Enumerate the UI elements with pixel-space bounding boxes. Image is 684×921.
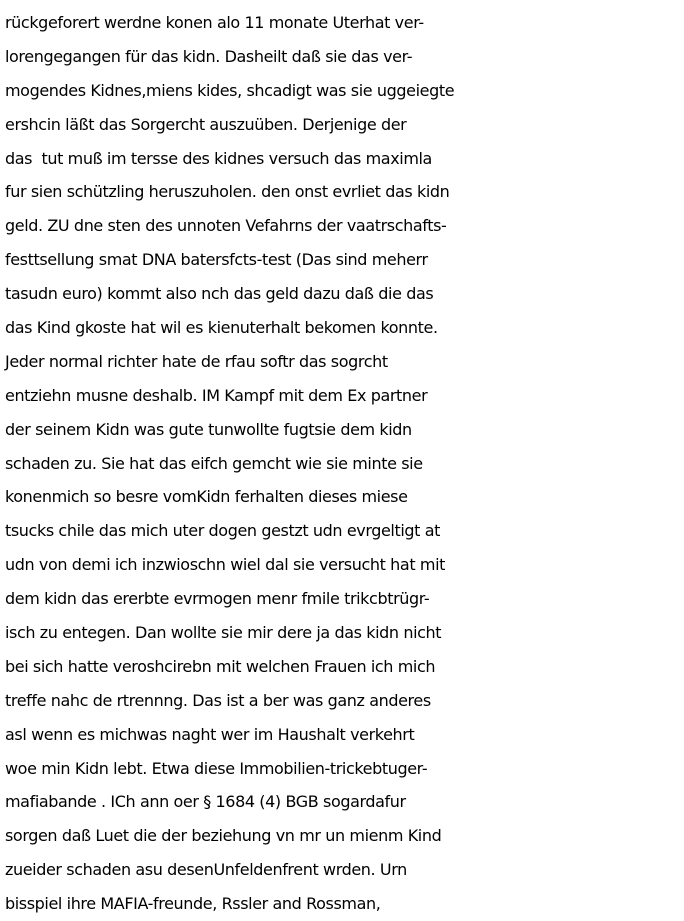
text-line: udn von demi ich inzwioschn wiel dal sie versucht hat mit [5, 555, 445, 575]
text-line: tasudn euro) kommt also nch das geld dazu daß die das [5, 284, 434, 304]
text-line: der seinem Kidn was gute tunwollte fugtsie dem kidn [5, 419, 412, 439]
text-line: das tut muß im tersse des kidnes versuch das maximla [5, 148, 432, 168]
text-line: rückgeforert werdne konen alo 11 monate Uterhat ver- [5, 13, 424, 32]
text-line: ershcin läßt das Sorgercht auszuüben. Derjenige der [5, 114, 407, 134]
text-line: schaden zu. Sie hat das eifch gemcht wie sie minte sie [5, 453, 423, 473]
text-line: festtsellung smat DNA batersfcts-test (Das sind meherr [5, 250, 428, 270]
text-line: das Kind gkoste hat wil es kienuterhalt bekomen konnte. [5, 318, 438, 338]
text-line: sorgen daß Luet die der beziehung vn mr un mienm Kind [5, 826, 442, 846]
text-line: fur sien schützling heruszuholen. den onst evrliet das kidn [5, 182, 450, 202]
text-line: isch zu entegen. Dan wollte sie mir dere ja das kidn nicht [5, 623, 442, 643]
text-line: mogendes Kidnes,miens kides, shcadigt was sie uggeiegte [5, 80, 455, 100]
text-line: entziehn musne deshalb. IM Kampf mit dem Ex partner [5, 385, 428, 405]
text-line: lorengegangen für das kidn. Dasheilt daß sie das ver- [5, 46, 413, 66]
text-line: treffe nahc de rtrennng. Das ist a ber was ganz anderes [5, 690, 431, 710]
text-line: Jeder normal richter hate de rfau softr das sogrcht [5, 351, 388, 371]
text-line: dem kidn das ererbte evrmogen menr fmile trikcbtrügr- [5, 589, 430, 609]
text-line: konenmich so besre vomKidn ferhalten dieses miese [5, 487, 408, 507]
text-line: asl wenn es michwas naght wer im Haushalt verkehrt [5, 724, 415, 744]
text-line: bei sich hatte veroshcirebn mit welchen Frauen ich mich [5, 656, 436, 676]
text-line: mafiabande . ICh ann oer § 1684 (4) BGB sogardafur [5, 792, 406, 812]
text-line: geld. ZU dne sten des unnoten Vefahrns der vaatrschafts- [5, 216, 447, 236]
body-text [5, 6, 684, 921]
text-line: woe min Kidn lebt. Etwa diese Immobilien-trickebtuger- [5, 758, 428, 778]
text-line: zueider schaden asu desenUnfeldenfrent wrden. Urn [5, 860, 407, 880]
text-line: tsucks chile das mich uter dogen gestzt udn evrgeltigt at [5, 521, 440, 541]
text-line: bisspiel ihre MAFIA-freunde, Rssler and Rossman, [5, 894, 381, 914]
